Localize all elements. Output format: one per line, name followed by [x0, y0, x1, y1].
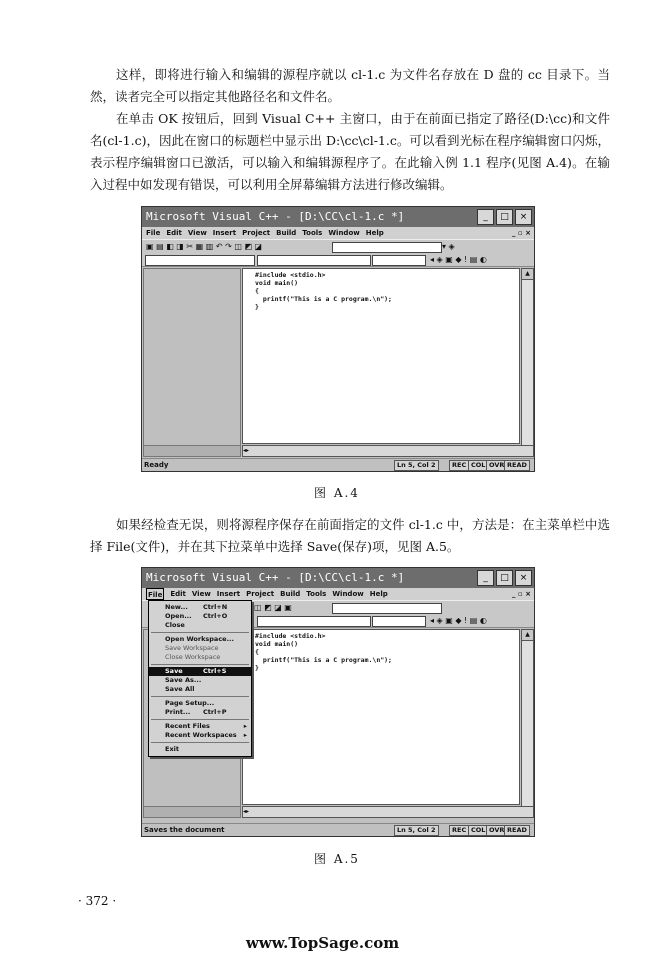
menu-item-close[interactable]: Close: [165, 621, 185, 629]
ovr-indicator: OVR: [486, 460, 507, 471]
workspace-pane[interactable]: [143, 268, 241, 446]
horizontal-scrollbar[interactable]: ◂▸: [242, 806, 534, 818]
menu-insert[interactable]: Insert: [216, 590, 241, 598]
rec-indicator: REC: [449, 825, 469, 836]
code-line: {: [255, 287, 259, 295]
paragraph-3: 如果经检查无误，则将源程序保存在前面指定的文件 cl-1.c 中，方法是：在主菜单栏中选择 File(文件)，并在其下拉菜单中选择 Save(保存)项，见图 A.5。: [90, 517, 610, 554]
menu-window[interactable]: Window: [328, 229, 360, 237]
paragraph-1: 这样，即将进行输入和编辑的源程序就以 cl-1.c 为文件名存放在 D 盘的 cc 目录下。当然，读者完全可以指定其他路径名和文件名。: [90, 67, 610, 104]
code-line: #include <stdio.h>: [255, 632, 326, 640]
class-combo[interactable]: [145, 255, 255, 266]
menu-bar: [142, 227, 534, 239]
menu-item-save-all[interactable]: Save All: [165, 685, 195, 693]
col-indicator: COL: [468, 825, 488, 836]
cursor-position: Ln 5, Col 2: [394, 825, 439, 836]
menu-edit[interactable]: Edit: [166, 229, 182, 237]
vc-window-figure-a5: [141, 567, 535, 837]
menu-separator: [151, 719, 249, 720]
maximize-button[interactable]: □: [496, 209, 513, 225]
status-bar: [142, 823, 534, 836]
menu-help[interactable]: Help: [365, 229, 384, 237]
menu-build[interactable]: Build: [280, 590, 301, 598]
member-combo[interactable]: [257, 616, 371, 627]
menu-tools[interactable]: Tools: [306, 590, 327, 598]
menu-file[interactable]: File: [146, 229, 161, 237]
menu-help[interactable]: Help: [369, 590, 388, 598]
close-button[interactable]: ×: [515, 570, 532, 586]
scroll-up-icon[interactable]: ▲: [522, 630, 533, 641]
function-combo[interactable]: [372, 255, 426, 266]
menu-separator: [151, 664, 249, 665]
find-combo[interactable]: [332, 603, 442, 614]
function-combo[interactable]: [372, 616, 426, 627]
menu-view[interactable]: View: [191, 590, 211, 598]
page-number: · 372 ·: [78, 894, 117, 908]
code-line: #include <stdio.h>: [255, 271, 326, 279]
minimize-button[interactable]: _: [477, 209, 494, 225]
file-dropdown-menu: [148, 600, 252, 757]
window-title-bar: [142, 207, 534, 227]
member-combo[interactable]: [257, 255, 371, 266]
menu-item-open-workspace[interactable]: Open Workspace...: [165, 635, 234, 643]
menu-item-save-workspace[interactable]: Save Workspace: [165, 644, 219, 652]
menu-file[interactable]: File: [146, 588, 164, 600]
menu-view[interactable]: View: [187, 229, 207, 237]
menu-bar: [142, 588, 534, 600]
close-button[interactable]: ×: [515, 209, 532, 225]
menu-insert[interactable]: Insert: [212, 229, 237, 237]
standard-toolbar: [142, 239, 534, 254]
menu-build[interactable]: Build: [276, 229, 297, 237]
cursor-position: Ln 5, Col 2: [394, 460, 439, 471]
menu-project[interactable]: Project: [242, 229, 271, 237]
menu-item-close-workspace[interactable]: Close Workspace: [165, 653, 221, 661]
build-toolbar-icons[interactable]: ◂ ◈ ▣ ◆ ! ▤ ◐: [430, 616, 487, 625]
figure-caption-a4: 图 A.4: [314, 486, 360, 500]
menu-item-save-as[interactable]: Save As...: [165, 676, 202, 684]
menu-item-exit[interactable]: Exit: [165, 745, 179, 753]
code-line: printf("This is a C program.\n");: [255, 295, 392, 303]
code-line: {: [255, 648, 259, 656]
vertical-scrollbar[interactable]: [521, 268, 534, 446]
minimize-button[interactable]: _: [477, 570, 494, 586]
menu-item-page-setup[interactable]: Page Setup...: [165, 699, 215, 707]
figure-caption-a5: 图 A.5: [314, 852, 360, 866]
window-title: Microsoft Visual C++ - [D:\CC\cl-1.c *]: [146, 571, 405, 584]
scroll-up-icon[interactable]: ▲: [522, 269, 533, 280]
status-text: Ready: [144, 461, 169, 469]
code-line: void main(): [255, 279, 299, 287]
wizard-toolbar: [142, 253, 534, 267]
build-toolbar-icons[interactable]: ◂ ◈ ▣ ◆ ! ▤ ◐: [430, 255, 487, 264]
code-editor[interactable]: [242, 268, 520, 444]
menu-item-save[interactable]: Save Ctrl+S: [149, 667, 251, 676]
rec-indicator: REC: [449, 460, 469, 471]
submenu-arrow-icon: ▸: [243, 722, 247, 730]
ovr-indicator: OVR: [486, 825, 507, 836]
read-indicator: READ: [504, 460, 530, 471]
status-bar: [142, 458, 534, 471]
col-indicator: COL: [468, 460, 488, 471]
vc-window-figure-a4: [141, 206, 535, 472]
vertical-scrollbar[interactable]: [521, 629, 534, 807]
paragraph-2: 在单击 OK 按钮后，回到 Visual C++ 主窗口，由于在前面已指定了路径(D:\cc)和文件名(cl-1.c)，因此在窗口的标题栏中显示出 D:\cc\cl-1.c。可以看到光标在程序编辑窗口闪烁，表示程序编辑窗口已激活，可以输入和编辑源程序了。在此输入例 1.1 程序(见图 A.4)。在输入过程中如发现有错误，可以利用全屏幕编辑方法进行修改编辑。: [90, 111, 610, 192]
mdi-controls[interactable]: _ ▫ ×: [512, 229, 531, 237]
find-combo[interactable]: [332, 242, 442, 253]
code-line: printf("This is a C program.\n");: [255, 656, 392, 664]
menu-item-new[interactable]: New... Ctrl+N: [165, 603, 228, 611]
menu-separator: [151, 742, 249, 743]
submenu-arrow-icon: ▸: [243, 731, 247, 739]
read-indicator: READ: [504, 825, 530, 836]
window-title-bar: [142, 568, 534, 588]
maximize-button[interactable]: □: [496, 570, 513, 586]
menu-tools[interactable]: Tools: [302, 229, 323, 237]
toolbar-icons[interactable]: ◫ ◩ ◪ ▣: [254, 603, 292, 612]
status-text: Saves the document: [144, 826, 225, 834]
code-line: }: [255, 303, 259, 311]
menu-window[interactable]: Window: [332, 590, 364, 598]
toolbar-icons[interactable]: ▣ ▤ ◧ ◨ ✂ ▦ ▥ ↶ ↷ ◫ ◩ ◪: [146, 242, 263, 251]
workspace-tabs[interactable]: [143, 806, 241, 818]
code-line: void main(): [255, 640, 299, 648]
mdi-controls[interactable]: _ ▫ ×: [512, 590, 531, 598]
window-title: Microsoft Visual C++ - [D:\CC\cl-1.c *]: [146, 210, 405, 223]
toolbar-icons-right[interactable]: ▾ ◈: [442, 242, 455, 251]
menu-item-recent-workspaces[interactable]: Recent Workspaces ▸: [165, 731, 247, 739]
menu-item-recent-files[interactable]: Recent Files ▸: [165, 722, 247, 730]
menu-item-open[interactable]: Open... Ctrl+O: [165, 612, 228, 620]
website-footer: www.TopSage.com: [245, 934, 400, 952]
workspace-tabs[interactable]: [143, 445, 241, 457]
horizontal-scrollbar[interactable]: ◂▸: [242, 445, 534, 457]
menu-separator: [151, 632, 249, 633]
code-line: }: [255, 664, 259, 672]
menu-separator: [151, 696, 249, 697]
menu-project[interactable]: Project: [246, 590, 275, 598]
menu-item-print[interactable]: Print... Ctrl+P: [165, 708, 227, 716]
menu-edit[interactable]: Edit: [170, 590, 186, 598]
code-editor[interactable]: [242, 629, 520, 805]
